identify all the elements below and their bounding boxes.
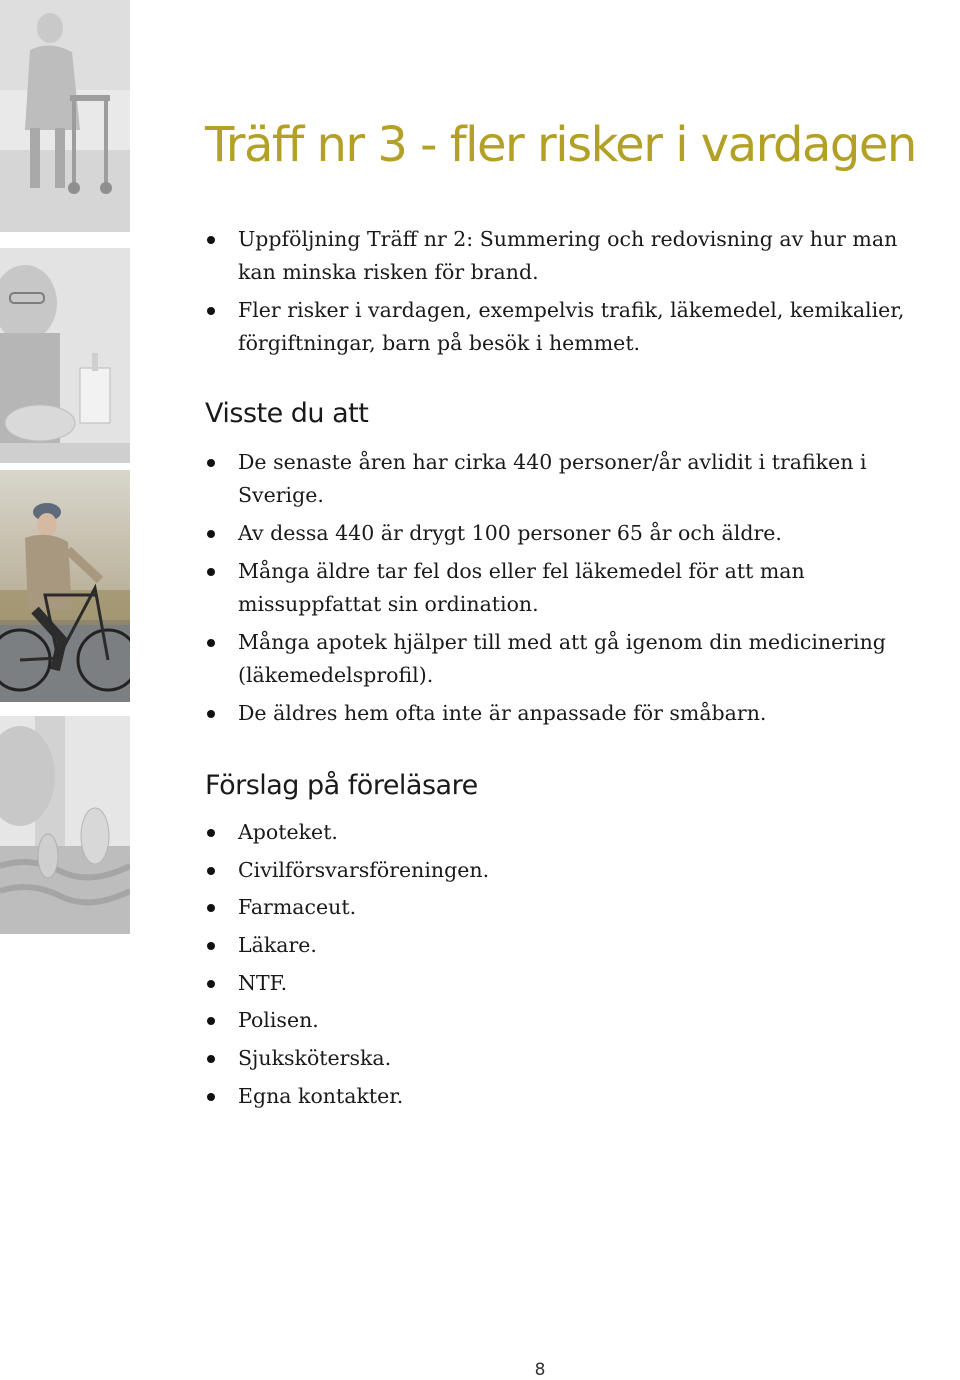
list-item: De senaste åren har cirka 440 personer/år avlidit i trafiken i Sverige. [205,446,905,512]
list-item: Egna kontakter. [205,1080,905,1113]
intro-list [205,223,905,365]
list-item: Civilförsvarsföreningen. [205,854,905,887]
list-item: Av dessa 440 är drygt 100 personer 65 år och äldre. [205,517,905,550]
list-item: Många äldre tar fel dos eller fel läkemedel för att man missuppfattat sin ordination. [205,555,905,621]
list-item: NTF. [205,967,905,1000]
visste-list [205,446,905,735]
section-heading-visste: Visste du att [205,398,369,429]
photo-elderly-man-candle [0,248,130,463]
section-heading-forslag: Förslag på föreläsare [205,770,478,801]
photo-strip [0,0,130,940]
list-item: Läkare. [205,929,905,962]
list-item: Fler risker i vardagen, exempelvis trafik, läkemedel, kemikalier, förgiftningar, barn på besök i hemmet. [205,294,905,360]
list-item: Många apotek hjälper till med att gå igenom din medicinering (läkemedelsprofil). [205,626,905,692]
list-item: Sjuksköterska. [205,1042,905,1075]
list-item: Farmaceut. [205,891,905,924]
photo-elderly-walker [0,0,130,232]
photo-hand-doorframe [0,716,130,934]
list-item: Polisen. [205,1004,905,1037]
list-item: Uppföljning Träff nr 2: Summering och redovisning av hur man kan minska risken för brand. [205,223,905,289]
forslag-list [205,816,905,1118]
photo-cyclist [0,470,130,702]
page-number: 8 [534,1360,546,1380]
page-title: Träff nr 3 - fler risker i vardagen [205,117,916,173]
list-item: De äldres hem ofta inte är anpassade för småbarn. [205,697,905,730]
list-item: Apoteket. [205,816,905,849]
